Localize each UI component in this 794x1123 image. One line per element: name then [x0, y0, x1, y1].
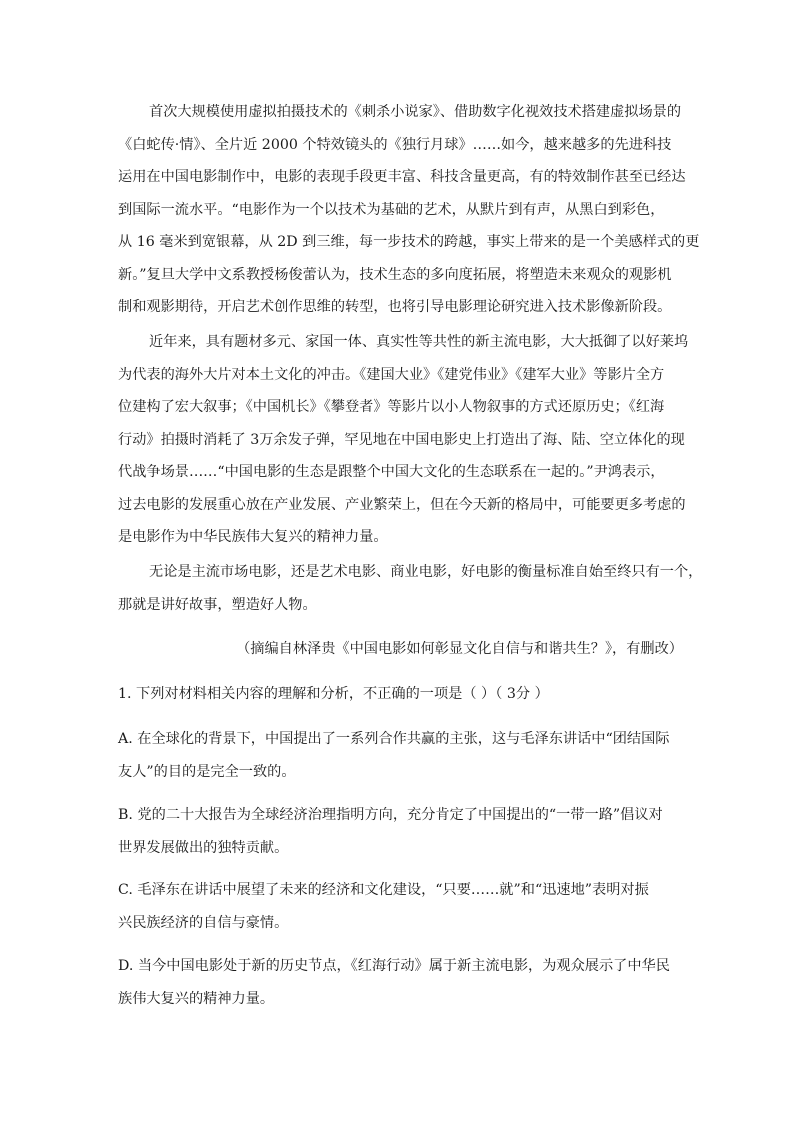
- question-stem: 1. 下列对材料相关内容的理解和分析，不正确的一项是（ ）（ 3分 ）: [118, 686, 549, 702]
- text-line: 《白蛇传·情》、全片近 2000 个特效镜头的《独行月球》……如今，越来越多的先进科技: [118, 136, 672, 153]
- text-line: 位建构了宏大叙事；《中国机长》《攀登者》等影片以小人物叙事的方式还原历史；《红海: [118, 399, 665, 415]
- option-line: D. 当今中国电影处于新的历史节点，《红海行动》属于新主流电影，为观众展示了中华民: [118, 958, 670, 974]
- text-line: 首次大规模使用虚拟拍摄技术的《刺杀小说家》、借助数字化视效技术搭建虚拟场景的: [149, 104, 682, 120]
- text-line: 制和观影期待，开启艺术创作思维的转型，也将引导电影理论研究进入技术影像新阶段。: [118, 299, 672, 315]
- text-line: 新。”复旦大学中文系教授杨俊蕾认为，技术生态的多向度拓展，将塑造未来观众的观影机: [118, 266, 672, 283]
- option-b[interactable]: [118, 799, 683, 864]
- text-line: 从 16 毫米到宽银幕，从 2D 到三维，每一步技术的跨越，事实上带来的是一个美感样式的更: [118, 234, 700, 250]
- text-line: 那就是讲好故事，塑造好人物。: [118, 596, 317, 613]
- option-c[interactable]: [118, 874, 683, 939]
- option-line: A. 在全球化的背景下，中国提出了一系列合作共赢的主张，这与毛泽东讲话中“团结国际: [118, 731, 670, 747]
- text-line: 代战争场景……“中国电影的生态是跟整个中国大文化的生态联系在一起的。”尹鸿表示，: [118, 464, 665, 480]
- passage-source: （摘编自林泽贵《中国电影如何彰显文化自信与和谐共生？》，有删改）: [236, 641, 683, 657]
- option-line: 世界发展做出的独特贡献。: [118, 839, 289, 856]
- option-d[interactable]: [118, 950, 683, 1015]
- option-line: C. 毛泽东在讲话中展望了未来的经济和文化建设，“只要……就”和“迅速地”表明对振: [118, 882, 649, 898]
- text-line: 过去电影的发展重心放在产业发展、产业繁荣上，但在今天新的格局中，可能要更多考虑的: [118, 496, 686, 513]
- passage-paragraph-2: [118, 326, 689, 554]
- text-line: 是电影作为中华民族伟大复兴的精神力量。: [118, 529, 388, 545]
- option-line: 兴民族经济的自信与豪情。: [118, 914, 289, 931]
- passage-paragraph-1: [118, 96, 700, 324]
- text-line: 近年来，具有题材多元、家国一体、真实性等共性的新主流电影，大大抵御了以好莱坞: [149, 334, 689, 350]
- text-line: 运用在中国电影制作中，电影的表现手段更丰富、科技含量更高，有的特效制作甚至已经达: [118, 169, 686, 185]
- option-line: 友人”的目的是完全一致的。: [118, 763, 296, 780]
- option-a[interactable]: [118, 723, 683, 788]
- text-line: 到国际一流水平。“电影作为一个以技术为基础的艺术，从默片到有声，从黑白到彩色，: [118, 201, 665, 218]
- passage-paragraph-3: [118, 556, 703, 621]
- option-line: 族伟大复兴的精神力量。: [118, 990, 275, 1007]
- text-line: 无论是主流市场电影，还是艺术电影、商业电影，好电影的衡量标准自始至终只有一个，: [149, 564, 703, 580]
- text-line: 行动》拍摄时消耗了 3万余发子弹，罕见地在中国电影史上打造出了海、陆、空立体化的现: [118, 431, 685, 448]
- option-line: B. 党的二十大报告为全球经济治理指明方向，充分肯定了中国提出的“一带一路”倡议对: [118, 807, 663, 823]
- text-line: 为代表的海外大片对本土文化的冲击。《建国大业》《建党伟业》《建军大业》等影片全方: [118, 366, 665, 383]
